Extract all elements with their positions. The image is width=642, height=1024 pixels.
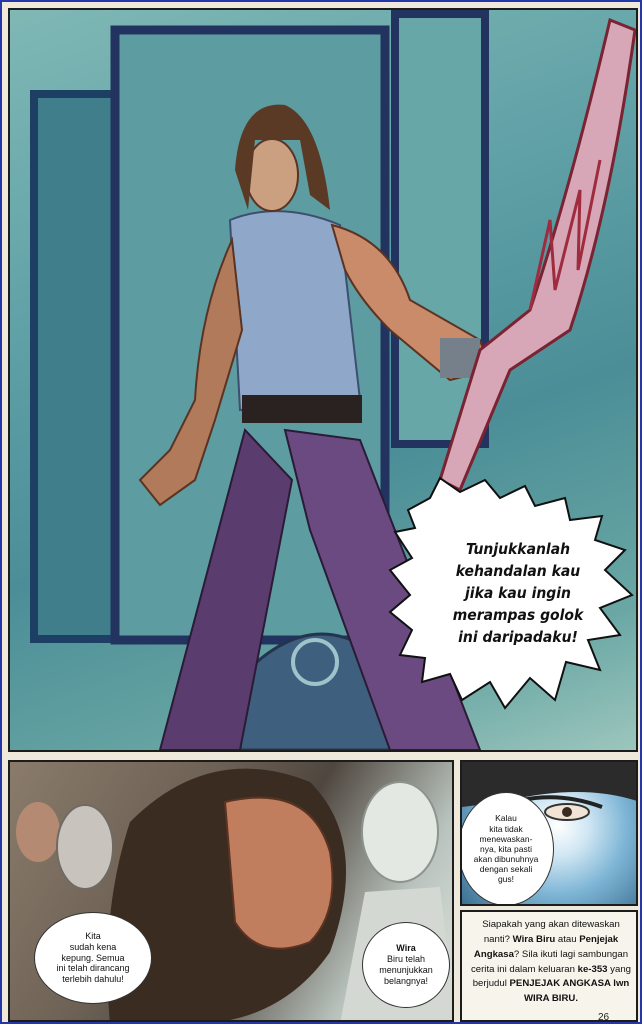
caption-segment: yang berjudul xyxy=(472,963,631,990)
speech-line: Kalau xyxy=(495,813,517,824)
top-right-panel xyxy=(460,760,638,906)
speech-line: merampas golok xyxy=(452,606,584,624)
speech-line: menewaskan- xyxy=(479,833,533,844)
face-old-man xyxy=(57,805,113,889)
speech-line: ini telah dirancang xyxy=(56,963,130,974)
caption-segment-bold: PENJEJAK ANGKASA lwn WIRA BIRU. xyxy=(509,978,630,1005)
speech-bubble-right xyxy=(362,922,450,1008)
top-panel xyxy=(8,8,638,752)
page-number: 26 xyxy=(598,1012,610,1023)
speech-line: Tunjukkanlah xyxy=(465,540,571,558)
bottom-left-panel xyxy=(8,760,454,1022)
speech-burst-text xyxy=(428,538,608,648)
speech-line: akan dibunuhnya xyxy=(473,854,539,865)
caption-segment-bold: Wira Biru xyxy=(512,933,556,945)
caption-box xyxy=(460,910,638,1022)
pupil xyxy=(562,807,572,817)
speech-line: sudah kena xyxy=(69,941,117,952)
caption-segment: ? Sila ikuti lagi sambungan cerita ini dalam keluaran xyxy=(470,948,629,975)
caption-text xyxy=(470,918,632,1007)
speech-line: belangnya! xyxy=(383,975,429,986)
speech-line: ini daripadaku! xyxy=(458,628,578,646)
speech-line: gus! xyxy=(497,874,515,885)
caption-segment: atau xyxy=(555,933,580,945)
speech-line: terlebih dahulu! xyxy=(62,974,124,985)
caption-segment-bold: ke-353 xyxy=(577,963,608,975)
speech-line: Wira xyxy=(396,943,416,954)
speech-line: kepung. Semua xyxy=(61,952,125,963)
speech-line: kita tidak xyxy=(489,823,523,834)
face-pale-warrior xyxy=(362,782,438,882)
speech-line: Biru telah xyxy=(386,954,426,965)
belt xyxy=(242,395,362,423)
speech-line: menunjukkan xyxy=(379,965,433,975)
caption-segment-bold: Penjejak Angkasa xyxy=(473,933,619,960)
speech-line: jika kau ingin xyxy=(465,584,571,602)
face-far-left xyxy=(16,802,60,862)
speech-bubble-left xyxy=(34,912,152,1004)
caption-segment: Siapakah yang akan ditewaskan nanti? xyxy=(482,919,620,945)
speech-bubble-eyes xyxy=(460,792,554,906)
speech-line: dengan sekali xyxy=(479,864,533,875)
speech-line: nya, kita pasti xyxy=(480,843,532,854)
speech-line: kehandalan kau xyxy=(455,562,581,580)
speech-line: Kita xyxy=(85,931,101,941)
